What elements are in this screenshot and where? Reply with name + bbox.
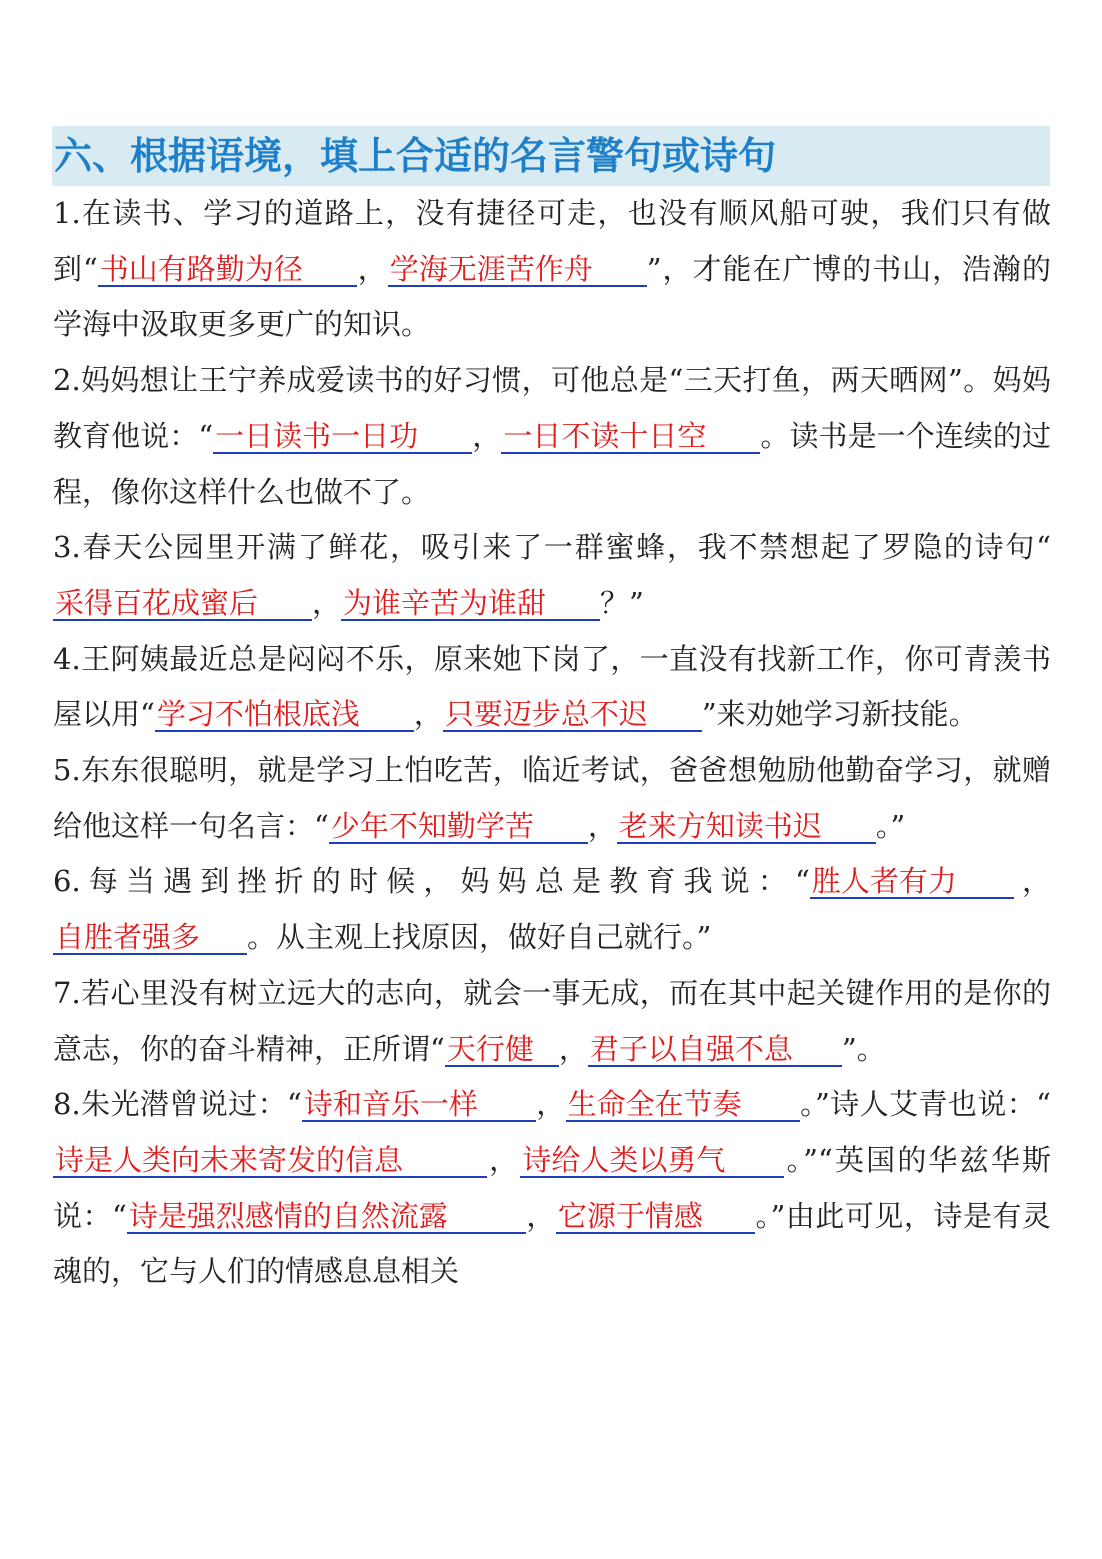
question-text: ”。 [841, 1031, 886, 1066]
answer-blank: 一日读书一日功 [213, 420, 472, 454]
answer-blank: 诗是强烈感情的自然流露 [127, 1200, 526, 1234]
question-text: ， [535, 1087, 566, 1122]
question-text: 2.妈妈想让王宁养成爱读书的好习惯，可他总是“三天打鱼，两天晒网”。妈妈教育他说：“ [53, 363, 1051, 453]
question-6 [53, 854, 1051, 965]
question-text: 。”诗人艾青也说：“ [799, 1087, 1051, 1122]
answer-blank: 诗给人类以勇气 [520, 1144, 784, 1178]
answer-blank: 天行健 [445, 1033, 559, 1067]
answer-blank: 书山有路勤为径 [98, 253, 357, 287]
question-5 [53, 743, 1051, 854]
question-text: 。从主观上找原因，做好自己就行。” [247, 920, 712, 955]
question-3 [53, 520, 1051, 631]
answer-blank: 君子以自强不息 [588, 1033, 842, 1067]
section-title: 六、根据语境，填上合适的名言警句或诗句 [52, 126, 1050, 186]
answer-blank: 学海无涯苦作舟 [388, 253, 647, 287]
question-text: ， [312, 585, 342, 620]
question-text: 3.春天公园里开满了鲜花，吸引来了一群蜜蜂，我不禁想起了罗隐的诗句“ [53, 530, 1051, 565]
question-text: 1.在读书、学习的道路上，没有捷径可走，也没有顺风船可驶，我们只有做到“ [53, 196, 1051, 286]
question-text: 。读书是一个连续的过程，像你这样什么也做不了。 [53, 418, 1051, 509]
question-text: 。”由此可见，诗是有灵魂的，它与人们的情感息息相关 [53, 1198, 1051, 1289]
answer-blank: 采得百花成蜜后 [53, 587, 312, 621]
question-text: ， [525, 1198, 556, 1233]
question-text: 。” [875, 808, 906, 843]
question-7 [53, 966, 1051, 1077]
question-text: ， [558, 1031, 588, 1066]
question-text: ， [413, 697, 443, 732]
question-text: 5.东东很聪明，就是学习上怕吃苦，临近考试，爸爸想勉励他勤奋学习，就赠给他这样一句名言：“ [53, 753, 1051, 843]
question-text: 6.每当遇到挫折的时候，妈妈总是教育我说：“ [53, 864, 810, 899]
answer-blank: 生命全在节奏 [566, 1088, 800, 1122]
question-1 [53, 186, 1051, 353]
question-text: ， [487, 1142, 521, 1177]
question-text: ， [587, 808, 617, 843]
answer-blank: 只要迈步总不迟 [443, 698, 702, 732]
answer-blank: 一日不读十日空 [501, 420, 760, 454]
question-2 [53, 353, 1051, 520]
question-4 [53, 632, 1051, 743]
answer-blank: 自胜者强多 [53, 921, 247, 955]
question-text: 。”“英国的华兹华斯说：“ [53, 1142, 1051, 1233]
question-text: ， [472, 418, 502, 453]
answer-blank: 诗是人类向未来寄发的信息 [53, 1144, 487, 1178]
answer-blank: 诗和音乐一样 [302, 1088, 536, 1122]
question-text: ， [356, 251, 388, 286]
question-text: 7.若心里没有树立远大的志向，就会一事无成，而在其中起关键作用的是你的意志，你的奋斗精神，正所谓“ [53, 975, 1051, 1066]
question-text: ”来劝她学习新技能。 [701, 697, 978, 732]
question-text: ， [1013, 864, 1051, 899]
answer-blank: 胜人者有力 [810, 865, 1014, 899]
question-text: 8.朱光潜曾说过：“ [53, 1087, 302, 1122]
answer-blank: 老来方知读书迟 [617, 810, 876, 844]
question-list [53, 186, 1051, 1300]
answer-blank: 学习不怕根底浅 [155, 698, 414, 732]
question-8 [53, 1077, 1051, 1300]
answer-blank: 它源于情感 [556, 1200, 755, 1234]
answer-blank: 少年不知勤学苦 [329, 810, 588, 844]
question-text: 4.王阿姨最近总是闷闷不乐，原来她下岗了，一直没有找新工作，你可青羡书屋以用“ [53, 641, 1051, 732]
answer-blank: 为谁辛苦为谁甜 [341, 587, 600, 621]
question-text: ”，才能在广博的书山，浩瀚的学海中汲取更多更广的知识。 [53, 251, 1051, 342]
question-text: ？” [600, 585, 644, 620]
